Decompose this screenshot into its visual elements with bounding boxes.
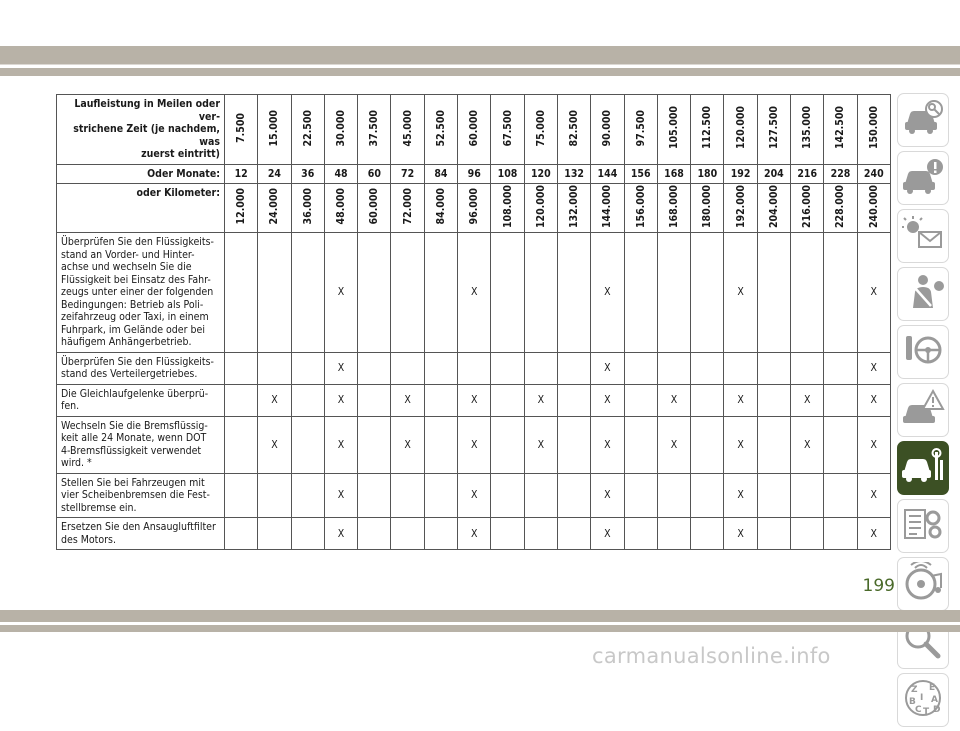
task-mark: X <box>657 384 690 416</box>
km-value: 216.000 <box>801 184 814 229</box>
task-mark <box>757 352 790 384</box>
task-mark: X <box>857 233 890 353</box>
task-mark <box>391 518 424 550</box>
months-value: 24 <box>258 164 291 184</box>
task-mark <box>557 384 590 416</box>
miles-cell <box>358 95 391 165</box>
task-mark: X <box>657 416 690 473</box>
miles-cell <box>524 95 557 165</box>
task-mark: X <box>324 233 357 353</box>
task-mark <box>791 518 824 550</box>
task-mark: X <box>791 384 824 416</box>
miles-cell <box>557 95 590 165</box>
task-mark <box>824 518 857 550</box>
km-cell <box>291 184 324 233</box>
miles-value: 67.500 <box>501 109 514 146</box>
task-mark <box>691 473 724 518</box>
km-cell <box>458 184 491 233</box>
miles-cell <box>258 95 291 165</box>
km-cell <box>857 184 890 233</box>
watermark: carmanualsonline.info <box>592 644 831 668</box>
km-cell <box>557 184 590 233</box>
months-value: 12 <box>225 164 258 184</box>
km-cell <box>491 184 524 233</box>
km-value: 132.000 <box>568 184 581 229</box>
miles-value: 82.500 <box>568 109 581 146</box>
task-mark <box>225 416 258 473</box>
km-value: 96.000 <box>468 188 481 225</box>
km-value: 240.000 <box>867 184 880 229</box>
km-cell <box>824 184 857 233</box>
svg-text:I: I <box>920 693 924 703</box>
task-mark <box>258 518 291 550</box>
task-mark: X <box>524 416 557 473</box>
task-mark <box>624 416 657 473</box>
task-mark <box>291 416 324 473</box>
maintenance-schedule-table <box>56 94 891 550</box>
task-mark <box>524 518 557 550</box>
km-cell <box>724 184 757 233</box>
miles-cell <box>291 95 324 165</box>
sidebar-tab-specifications[interactable] <box>897 499 949 553</box>
task-mark <box>657 473 690 518</box>
task-mark <box>691 384 724 416</box>
car-hazard-icon <box>901 388 945 432</box>
task-mark <box>225 233 258 353</box>
task-mark <box>691 233 724 353</box>
task-label: Überprüfen Sie den Flüssigkeits- stand an Vorder- und Hinter- achse und wechseln Sie die Flüssigkeit bei Einsatz des Fahr- zeugs unter einer der folgenden Bedingungen: Betrieb als Poli- zeifahrzeug oder Taxi, in einem Fuhrpark, im Gelände oder bei häufigem Anhängerbetrieb. <box>57 233 225 353</box>
top-decorative-bar <box>0 46 960 76</box>
miles-cell <box>591 95 624 165</box>
miles-cell <box>458 95 491 165</box>
months-value: 216 <box>791 164 824 184</box>
task-mark: X <box>258 384 291 416</box>
task-mark <box>524 233 557 353</box>
svg-text:A: A <box>931 695 938 705</box>
task-mark: X <box>258 416 291 473</box>
task-mark <box>791 473 824 518</box>
km-cell <box>591 184 624 233</box>
task-row <box>57 518 891 550</box>
miles-cell <box>824 95 857 165</box>
months-value: 228 <box>824 164 857 184</box>
car-info-icon <box>901 98 945 142</box>
task-row <box>57 473 891 518</box>
miles-value: 105.000 <box>668 106 680 150</box>
km-cell <box>657 184 690 233</box>
task-mark <box>824 416 857 473</box>
months-value: 60 <box>358 164 391 184</box>
task-mark: X <box>857 352 890 384</box>
miles-value: 120.000 <box>734 106 747 150</box>
km-value: 168.000 <box>668 184 680 229</box>
km-cell <box>691 184 724 233</box>
km-cell <box>324 184 357 233</box>
task-mark: X <box>724 473 757 518</box>
task-mark <box>724 352 757 384</box>
task-mark <box>624 384 657 416</box>
task-row <box>57 233 891 353</box>
task-mark: X <box>591 416 624 473</box>
task-mark: X <box>524 384 557 416</box>
task-mark <box>557 352 590 384</box>
task-mark: X <box>458 518 491 550</box>
steering-wheel-icon <box>901 330 945 374</box>
task-mark <box>424 518 457 550</box>
task-mark <box>624 518 657 550</box>
task-mark: X <box>391 416 424 473</box>
km-value: 228.000 <box>834 184 847 229</box>
task-mark <box>291 384 324 416</box>
task-mark: X <box>458 416 491 473</box>
task-mark: X <box>857 416 890 473</box>
km-cell <box>757 184 790 233</box>
months-value: 168 <box>657 164 690 184</box>
km-cell <box>524 184 557 233</box>
miles-cell <box>724 95 757 165</box>
task-mark <box>557 473 590 518</box>
task-mark <box>225 473 258 518</box>
months-value: 84 <box>424 164 457 184</box>
months-value: 144 <box>591 164 624 184</box>
task-mark <box>657 352 690 384</box>
months-value: 36 <box>291 164 324 184</box>
task-mark <box>824 473 857 518</box>
km-value: 12.000 <box>235 188 248 225</box>
task-mark <box>424 416 457 473</box>
km-value: 204.000 <box>767 184 780 229</box>
sidebar-tab-car-info[interactable] <box>897 93 949 147</box>
km-value: 60.000 <box>368 188 381 225</box>
sidebar-tab-multimedia[interactable] <box>897 557 949 611</box>
miles-value: 127.500 <box>767 106 780 150</box>
months-value: 72 <box>391 164 424 184</box>
sidebar-tab-car-maintenance[interactable] <box>897 441 949 495</box>
task-mark <box>424 384 457 416</box>
task-mark <box>258 352 291 384</box>
miles-value: 112.500 <box>701 106 714 150</box>
task-mark <box>524 352 557 384</box>
task-mark <box>624 233 657 353</box>
miles-value: 97.500 <box>634 109 647 146</box>
task-mark <box>791 352 824 384</box>
task-mark <box>258 233 291 353</box>
task-mark <box>424 233 457 353</box>
task-mark <box>491 352 524 384</box>
task-mark <box>824 233 857 353</box>
task-label: Wechseln Sie die Bremsflüssig- keit alle 24 Monate, wenn DOT 4-Bremsflüssigkeit verwendet wird. * <box>57 416 225 473</box>
miles-cell <box>624 95 657 165</box>
task-mark <box>458 352 491 384</box>
months-value: 48 <box>324 164 357 184</box>
task-mark <box>557 233 590 353</box>
specifications-icon <box>901 504 945 548</box>
months-value: 108 <box>491 164 524 184</box>
task-mark <box>491 233 524 353</box>
months-value: 96 <box>458 164 491 184</box>
task-mark: X <box>324 416 357 473</box>
task-mark: X <box>724 518 757 550</box>
km-value: 36.000 <box>301 188 314 225</box>
task-mark: X <box>458 473 491 518</box>
task-mark <box>491 518 524 550</box>
mileage-label: Laufleistung in Meilen oder ver- strichene Zeit (je nachdem, was zuerst eintritt) <box>57 95 225 165</box>
svg-text:T: T <box>923 707 930 717</box>
km-cell <box>258 184 291 233</box>
task-mark: X <box>591 518 624 550</box>
task-mark <box>824 384 857 416</box>
miles-value: 22.500 <box>301 109 314 146</box>
miles-value: 150.000 <box>867 106 880 150</box>
sidebar-tab-alphabetical-index[interactable] <box>897 673 949 727</box>
airbag-seatbelt-icon <box>901 272 945 316</box>
months-value: 204 <box>757 164 790 184</box>
task-label: Überprüfen Sie den Flüssigkeits- stand des Verteilergetriebes. <box>57 352 225 384</box>
svg-text:E: E <box>929 683 936 693</box>
miles-value: 142.500 <box>834 106 847 150</box>
task-mark <box>491 473 524 518</box>
task-mark: X <box>857 473 890 518</box>
km-cell <box>424 184 457 233</box>
task-mark <box>557 416 590 473</box>
task-mark <box>757 518 790 550</box>
svg-text:B: B <box>909 697 916 707</box>
task-mark <box>524 473 557 518</box>
task-mark <box>291 233 324 353</box>
miles-cell <box>324 95 357 165</box>
bottom-decorative-bar <box>0 610 960 632</box>
km-value: 84.000 <box>434 188 447 225</box>
miles-cell <box>657 95 690 165</box>
km-value: 24.000 <box>268 188 281 225</box>
task-mark <box>225 352 258 384</box>
km-value: 180.000 <box>701 184 714 229</box>
task-mark <box>791 233 824 353</box>
km-cell <box>358 184 391 233</box>
task-mark <box>657 518 690 550</box>
svg-text:C: C <box>915 705 922 715</box>
task-row <box>57 416 891 473</box>
km-value: 72.000 <box>401 188 414 225</box>
miles-value: 37.500 <box>368 109 381 146</box>
car-warning-info-icon <box>901 156 945 200</box>
months-value: 132 <box>557 164 590 184</box>
task-row <box>57 352 891 384</box>
task-mark <box>491 384 524 416</box>
task-mark <box>225 384 258 416</box>
task-mark <box>391 233 424 353</box>
task-mark: X <box>724 233 757 353</box>
task-row <box>57 384 891 416</box>
miles-value: 90.000 <box>601 109 614 146</box>
miles-cell <box>391 95 424 165</box>
task-mark <box>358 233 391 353</box>
task-mark <box>691 518 724 550</box>
task-mark <box>657 233 690 353</box>
task-mark <box>391 352 424 384</box>
task-mark: X <box>724 384 757 416</box>
sidebar-tab-airbag-seatbelt[interactable] <box>897 267 949 321</box>
task-mark <box>258 473 291 518</box>
task-label: Ersetzen Sie den Ansaugluftfilter des Motors. <box>57 518 225 550</box>
miles-value: 7.500 <box>235 112 248 143</box>
months-value: 192 <box>724 164 757 184</box>
task-mark: X <box>324 384 357 416</box>
task-mark <box>757 233 790 353</box>
task-mark: X <box>324 473 357 518</box>
km-cell <box>391 184 424 233</box>
task-label: Die Gleichlaufgelenke überprü- fen. <box>57 384 225 416</box>
chapter-sidebar <box>895 93 951 731</box>
km-cell <box>624 184 657 233</box>
km-cell <box>791 184 824 233</box>
task-mark <box>424 473 457 518</box>
task-mark <box>358 416 391 473</box>
miles-value: 75.000 <box>534 109 547 146</box>
task-mark: X <box>458 384 491 416</box>
km-value: 120.000 <box>534 184 547 229</box>
task-mark <box>691 416 724 473</box>
km-header-row <box>57 184 891 233</box>
months-value: 240 <box>857 164 890 184</box>
km-value: 156.000 <box>634 184 647 229</box>
task-mark <box>358 352 391 384</box>
task-mark: X <box>857 384 890 416</box>
miles-cell <box>757 95 790 165</box>
km-cell <box>225 184 258 233</box>
sidebar-tab-warning-lights-message[interactable] <box>897 209 949 263</box>
miles-cell <box>857 95 890 165</box>
svg-text:D: D <box>933 705 941 715</box>
task-mark: X <box>458 233 491 353</box>
sidebar-tab-steering-wheel[interactable] <box>897 325 949 379</box>
task-mark <box>358 518 391 550</box>
km-value: 192.000 <box>734 184 747 229</box>
warning-lights-message-icon <box>901 214 945 258</box>
months-value: 120 <box>524 164 557 184</box>
task-mark: X <box>591 384 624 416</box>
miles-cell <box>791 95 824 165</box>
km-value: 144.000 <box>601 184 614 229</box>
task-mark <box>624 352 657 384</box>
miles-header-row <box>57 95 891 165</box>
task-mark: X <box>324 518 357 550</box>
miles-value: 135.000 <box>801 106 814 150</box>
task-mark <box>757 416 790 473</box>
sidebar-tab-car-hazard[interactable] <box>897 383 949 437</box>
task-mark <box>225 518 258 550</box>
car-maintenance-icon <box>901 446 945 490</box>
multimedia-icon <box>901 562 945 606</box>
task-mark <box>291 473 324 518</box>
task-mark: X <box>591 352 624 384</box>
miles-cell <box>491 95 524 165</box>
km-value: 48.000 <box>335 188 348 225</box>
task-mark <box>691 352 724 384</box>
task-mark <box>424 352 457 384</box>
miles-cell <box>424 95 457 165</box>
task-mark <box>391 473 424 518</box>
task-mark <box>824 352 857 384</box>
miles-value: 52.500 <box>434 109 447 146</box>
task-mark <box>358 473 391 518</box>
months-value: 180 <box>691 164 724 184</box>
task-mark: X <box>591 473 624 518</box>
task-mark: X <box>391 384 424 416</box>
task-mark: X <box>791 416 824 473</box>
miles-value: 60.000 <box>468 109 481 146</box>
km-label: oder Kilometer: <box>57 184 225 233</box>
miles-cell <box>691 95 724 165</box>
months-value: 156 <box>624 164 657 184</box>
task-mark <box>757 384 790 416</box>
task-label: Stellen Sie bei Fahrzeugen mit vier Scheibenbremsen die Fest- stellbremse ein. <box>57 473 225 518</box>
miles-value: 45.000 <box>401 109 414 146</box>
task-mark <box>358 384 391 416</box>
task-mark <box>757 473 790 518</box>
km-value: 108.000 <box>501 184 514 229</box>
miles-value: 15.000 <box>268 109 281 146</box>
svg-text:Z: Z <box>911 685 918 695</box>
task-mark: X <box>724 416 757 473</box>
task-mark <box>557 518 590 550</box>
months-label: Oder Monate: <box>57 164 225 184</box>
alphabetical-index-icon <box>901 678 945 722</box>
task-mark: X <box>591 233 624 353</box>
sidebar-tab-car-warning-info[interactable] <box>897 151 949 205</box>
miles-cell <box>225 95 258 165</box>
task-mark <box>624 473 657 518</box>
task-mark <box>291 518 324 550</box>
task-mark <box>291 352 324 384</box>
task-mark: X <box>324 352 357 384</box>
months-header-row <box>57 164 891 184</box>
page-number: 199 <box>862 576 895 596</box>
task-mark: X <box>857 518 890 550</box>
task-mark <box>491 416 524 473</box>
miles-value: 30.000 <box>335 109 348 146</box>
